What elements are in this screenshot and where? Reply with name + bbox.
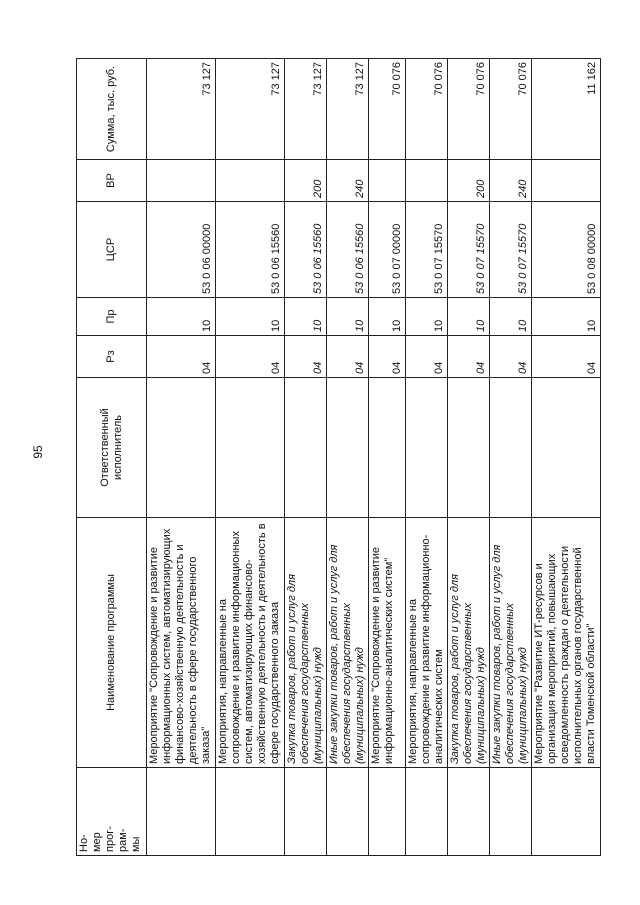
cell-name: Закупка товаров, работ и услуг для обеспечения государственных (муниципальных) нужд bbox=[448, 518, 490, 768]
cell-number bbox=[490, 768, 532, 856]
cell-executor bbox=[327, 378, 369, 518]
cell-pr: 10 bbox=[406, 298, 448, 336]
cell-csr: 53 0 06 15560 bbox=[216, 202, 285, 298]
cell-vr: 200 bbox=[285, 160, 327, 202]
cell-executor bbox=[147, 378, 216, 518]
cell-csr: 53 0 07 15570 bbox=[448, 202, 490, 298]
cell-vr bbox=[147, 160, 216, 202]
cell-vr: 200 bbox=[448, 160, 490, 202]
cell-csr: 53 0 06 15560 bbox=[285, 202, 327, 298]
cell-sum: 70 076 bbox=[406, 59, 448, 160]
cell-name: Закупка товаров, работ и услуг для обеспечения государственных (муниципальных) нужд bbox=[285, 518, 327, 768]
budget-table bbox=[76, 58, 601, 856]
col-header-vr: ВР bbox=[77, 160, 147, 202]
cell-pr: 10 bbox=[490, 298, 532, 336]
cell-vr bbox=[532, 160, 601, 202]
cell-name: Иные закупки товаров, работ и услуг для обеспечения государственных (муниципальных) нужд bbox=[327, 518, 369, 768]
cell-rz: 04 bbox=[369, 336, 406, 378]
cell-name: Мероприятие "Сопровождение и развитие информационных систем, автоматизирующих финансово-хозяйственную деятельность и деятельность в сфере государственного заказа" bbox=[147, 518, 216, 768]
cell-rz: 04 bbox=[490, 336, 532, 378]
cell-csr: 53 0 08 00000 bbox=[532, 202, 601, 298]
cell-csr: 53 0 06 15560 bbox=[327, 202, 369, 298]
cell-rz: 04 bbox=[448, 336, 490, 378]
col-header-rz: Рз bbox=[77, 336, 147, 378]
cell-executor bbox=[448, 378, 490, 518]
cell-rz: 04 bbox=[285, 336, 327, 378]
cell-number bbox=[285, 768, 327, 856]
cell-pr: 10 bbox=[369, 298, 406, 336]
table-row bbox=[147, 59, 216, 856]
cell-executor bbox=[369, 378, 406, 518]
cell-csr: 53 0 07 15570 bbox=[490, 202, 532, 298]
col-header-number: Но- мер прог- рам- мы bbox=[77, 768, 147, 856]
cell-vr: 240 bbox=[327, 160, 369, 202]
cell-pr: 10 bbox=[327, 298, 369, 336]
cell-sum: 73 127 bbox=[327, 59, 369, 160]
cell-pr: 10 bbox=[216, 298, 285, 336]
cell-csr: 53 0 06 00000 bbox=[147, 202, 216, 298]
cell-pr: 10 bbox=[285, 298, 327, 336]
cell-rz: 04 bbox=[216, 336, 285, 378]
cell-number bbox=[369, 768, 406, 856]
col-header-name: Наименование программы bbox=[77, 518, 147, 768]
cell-vr bbox=[216, 160, 285, 202]
cell-number bbox=[327, 768, 369, 856]
table-row bbox=[216, 59, 285, 856]
cell-sum: 73 127 bbox=[285, 59, 327, 160]
cell-number bbox=[532, 768, 601, 856]
cell-number bbox=[406, 768, 448, 856]
cell-pr: 10 bbox=[147, 298, 216, 336]
cell-number bbox=[147, 768, 216, 856]
cell-number bbox=[448, 768, 490, 856]
cell-executor bbox=[532, 378, 601, 518]
col-header-executor: Ответственный исполнитель bbox=[77, 378, 147, 518]
cell-name: Мероприятие "Сопровождение и развитие информационно-аналитических систем" bbox=[369, 518, 406, 768]
cell-pr: 10 bbox=[448, 298, 490, 336]
cell-csr: 53 0 07 00000 bbox=[369, 202, 406, 298]
table-body bbox=[147, 59, 601, 856]
table-row bbox=[448, 59, 490, 856]
header-row bbox=[77, 59, 147, 856]
cell-sum: 70 076 bbox=[369, 59, 406, 160]
col-header-sum: Сумма, тыс. руб. bbox=[77, 59, 147, 160]
cell-csr: 53 0 07 15570 bbox=[406, 202, 448, 298]
col-header-csr: ЦСР bbox=[77, 202, 147, 298]
budget-table-rotated bbox=[76, 59, 598, 856]
cell-executor bbox=[406, 378, 448, 518]
cell-vr bbox=[406, 160, 448, 202]
cell-rz: 04 bbox=[327, 336, 369, 378]
table-row bbox=[532, 59, 601, 856]
cell-sum: 11 162 bbox=[532, 59, 601, 160]
table-row bbox=[369, 59, 406, 856]
cell-number bbox=[216, 768, 285, 856]
cell-vr: 240 bbox=[490, 160, 532, 202]
cell-sum: 73 127 bbox=[147, 59, 216, 160]
cell-name: Мероприятие "Развитие ИТ-ресурсов и организация мероприятий, повышающих осведомленность граждан о деятельности исполнительных органов государственной власти Томенской области" bbox=[532, 518, 601, 768]
cell-executor bbox=[490, 378, 532, 518]
table-row bbox=[406, 59, 448, 856]
cell-sum: 70 076 bbox=[448, 59, 490, 160]
cell-pr: 10 bbox=[532, 298, 601, 336]
table-row bbox=[285, 59, 327, 856]
cell-executor bbox=[285, 378, 327, 518]
cell-name: Мероприятия, направленные на сопровождение и развитие информационных систем, автоматизирующих финансово-хозяйственную деятельность и деятельность в сфере государственного заказа bbox=[216, 518, 285, 768]
cell-rz: 04 bbox=[406, 336, 448, 378]
cell-sum: 73 127 bbox=[216, 59, 285, 160]
col-header-pr: Пр bbox=[77, 298, 147, 336]
cell-rz: 04 bbox=[147, 336, 216, 378]
cell-rz: 04 bbox=[532, 336, 601, 378]
cell-name: Иные закупки товаров, работ и услуг для обеспечения государственных (муниципальных) нужд bbox=[490, 518, 532, 768]
cell-name: Мероприятия, направленные на сопровождение и развитие информационно-аналитических систем bbox=[406, 518, 448, 768]
table-row bbox=[327, 59, 369, 856]
cell-vr bbox=[369, 160, 406, 202]
page-number: 95 bbox=[31, 445, 45, 459]
table-row bbox=[490, 59, 532, 856]
cell-sum: 70 076 bbox=[490, 59, 532, 160]
cell-executor bbox=[216, 378, 285, 518]
